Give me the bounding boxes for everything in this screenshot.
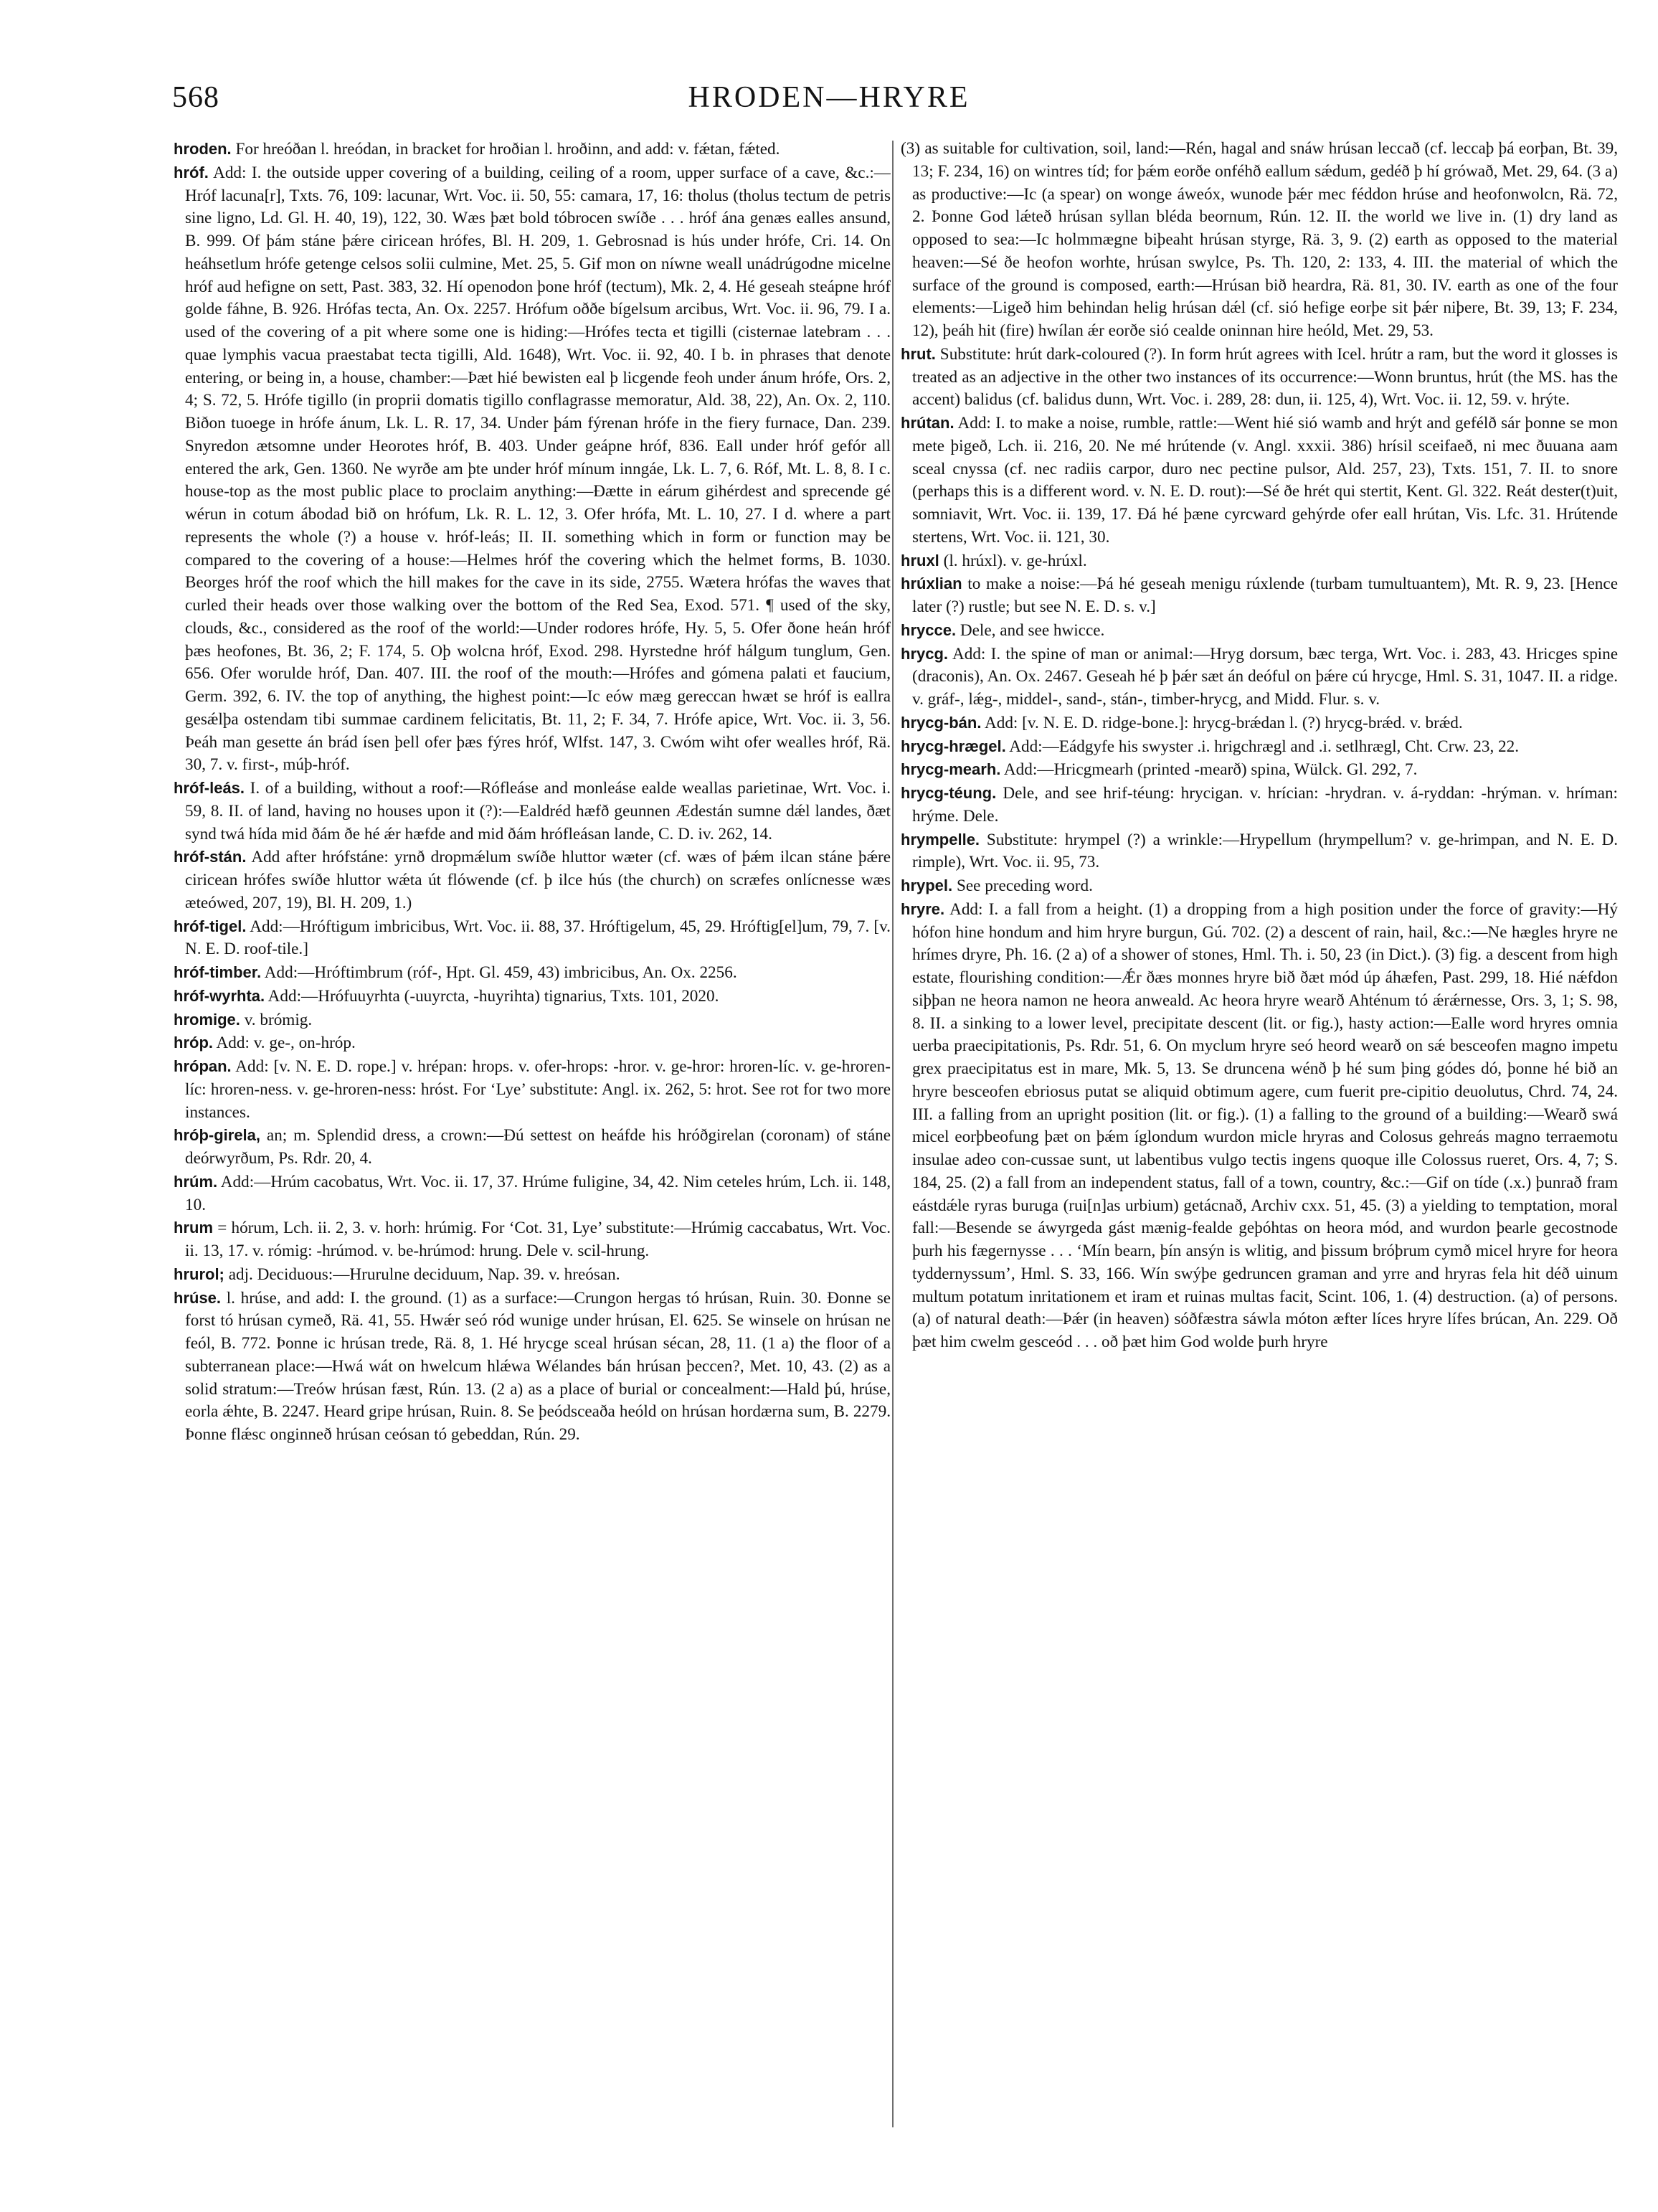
entry [901,828,1618,875]
entry-text: (l. hrúxl). v. ge-hrúxl. [943,551,1087,570]
entry-text: Add: v. ge-, on-hróp. [216,1034,356,1053]
entry [901,874,1618,898]
entry-continuation [901,138,1618,343]
headword: hróþ-girela, [174,1126,261,1145]
entry [901,643,1618,712]
entry-text: For hreóðan l. hreódan, in bracket for hroðian l. hroðinn, and add: v. fǽtan, fǽted. [235,140,780,159]
headword: hrum [174,1219,213,1237]
right-column [901,138,1618,2146]
entry-text: Add:—Hrófuuyrhta (-uuyrcta, -huyrihta) tignarius, Txts. 101, 2020. [267,986,719,1006]
headword: hrópan. [174,1057,232,1075]
entry [901,412,1618,549]
entry [901,343,1618,412]
entry-text: to make a noise:—Þá hé geseah menigu rúxlende (turbam tumultuantem), Mt. R. 9, 23. [Hence later (?) rustle; but see N. E. D. s. v.] [912,575,1618,616]
headword: hróf-timber. [174,963,262,981]
entry-text: Add:—Eádgyfe his swyster .i. hrigchrægl and .i. setlhrægl, Cht. Crw. 23, 22. [1009,737,1520,756]
entry [901,549,1618,573]
headword: hrurol; [174,1265,224,1283]
entry-text: I. of a building, without a roof:—Rófleáse and monleáse ealde weallas parietinae, Wrt. Voc. i. 59, 8. II. of land, having no houses upon it (?):—Ealdréd hæfð geunnen Ædestán sumne dǽl landes, ðæt synd twá hída mid ðám ðe hé ǽr hæfde and mid ðám hrófleásan lande, C. D. iv. 262, 14. [185,779,891,843]
entry-text: Add:—Hricgmearh (printed -mearð) spina, Wülck. Gl. 292, 7. [1003,760,1418,780]
entry [174,1263,891,1287]
entry-text: adj. Deciduous:—Hrurulne deciduum, Nap. 39. v. hreósan. [228,1265,620,1284]
entry [174,1055,891,1124]
headword: hróp. [174,1034,213,1052]
headword: hryre. [901,899,945,918]
entry [174,777,891,846]
entry [901,758,1618,782]
headword: hromige. [174,1010,240,1029]
entry [174,138,891,161]
entry [174,1287,891,1447]
entry-text: Add: I. a fall from a height. (1) a dropping from a high position under the force of gravity:—Hý hófon hine hondum and him hryre burgun, Gú. 702. (2) a descent of rain, hail, &c.:—Ne hægles hryre ne hrímes dryre, Ph. 16. (2 a) of a shower of stones, Hml. Th. i. 50, 23 (in Dict.). (3) fig. a descent from high estate, flourishing condition:—Ǽr ðæs monnes hryre bið ðæt mód úp áhæfen, Past. 299, 18. Hié nǽfdon siþþan ne heora namon ne heora anweald. Ac heora hryre wearð Ahténum tó ǽrǽrnesse, Ors. 3, 1; S. 98, 8. II. a sinking to a lower level, precipitate descent (lit. or fig.), hasty action:—Ealle word hryres omnia uerba praecipitationis, Ps. Rdr. 51, 6. On myclum hryre seó heord wearð on sǽ besceofen magno impetu grex praecipitatus est in mare, Mk. 5, 13. Se druncena wénð þ hé sum þing gódes dó, þonne hé bið an hryre besceofen ebriosus putat se aliquid obtimum agere, cum fuerit pre-cipitio deuolutus, Chrd. 74, 24. III. a falling from an upright position (lit. or fig.). (1) a falling to the ground of a building:—Wearð swá micel eorþbeofung þæt on þǽm íglondum wurdon micle hryras and Colosus gehreás magno terraemotu insulae adeo con-cussae sunt, ut labentibus vulgo tectis ingens quoque ille Colossus rueret, Ors. 4, 7; S. 184, 25. (2) a fall from an independent status, fall of a town, country, &c.:—Gif on tíde (.x.) þunrað fram eástdǽle ryras buruga (rui[n]as urbium) getácnað, Archiv cxx. 51, 45. (3) a yielding to temptation, moral fall:—Besende se áwyrgeda gást mænig-fealde geþóhtas on heora mód, and wurdon þearle gecostnode þurh his fægernysse . . . ‘Mín bearn, þín ansýn is wlitig, and þissum bróþrum cymð micel hryre for heora tyddernyssum’, Hml. S. 33, 166. Wín swýþe gedruncen graman and yrre and hryras fela hit déð uinum multum potatum inritationem et iram et ruinas multas facit, Scint. 106, 1. (4) destruction. (a) of persons. (a) of natural death:—Þǽr (in heaven) sóðfæstra sáwla móton æfter líces hryre lífes brúcan, An. 229. Oð þæt him cwelm gesceód . . . oð þæt him God wolde þurh hryre [912,899,1618,1351]
entry-text: Add: [v. N. E. D. rope.] v. hrépan: hrops. v. ofer-hrops: -hror. v. ge-hror: hroren-líc. v. ge-hroren-líc: hroren-ness. v. ge-hroren-ness: hróst. For ‘Lye’ substitute: Angl. ix. 262, 5: hrot. See rot for two more instances. [185,1057,891,1122]
entry-text: Add after hrófstáne: yrnð dropmǽlum swíðe hluttor wæter (cf. wæs of þǽm ilcan stáne þǽre ciricean hrófes swíðe hluttor wǽta út flówende (cf. þ ilce hús (the church) on scræfes onlícnesse wæs æteówed, 207, 19), Bl. H. 209, 1.) [185,848,891,912]
page-number: 568 [172,81,219,114]
entry-text: Add: [v. N. E. D. ridge-bone.]: hrycg-brǽdan l. (?) hrycg-brǽd. v. brǽd. [985,713,1463,732]
entry [174,1031,891,1055]
headword: hróf-wyrhta. [174,986,265,1005]
entry-text: Add: I. to make a noise, rumble, rattle:—Went hié sió wamb and hrýt and gefélð sár þonne se mon mete þigeð, Lch. ii. 216, 20. Ne mé hrútende (v. Angl. xxxii. 386) hrísil sceifaeð, ni mec ðuuana aam sceal cnyssa (cf. nec radiis carpor, duro nec pectine pulsor, Ald. 257, 23), Txts. 151, 7. II. to snore (perhaps this is a different word. v. N. E. D. rout):—Sé ðe hrét qui stertit, Kent. Gl. 322. Reát dester(t)uit, somniavit, Wrt. Voc. ii. 139, 17. Ðá hé þæne cyrcward gehýrde ofer eall hrútan, Vis. Lfc. 31. Hrútende stertens, Wrt. Voc. ii. 121, 30. [912,414,1618,547]
headword: hrycg-hrægel. [901,737,1006,755]
entry [174,961,891,985]
headword: hrypel. [901,876,953,894]
entry-text: Add:—Hróftigum imbricibus, Wrt. Voc. ii. 88, 37. Hróftigelum, 45, 29. Hróftig[el]um, 79, 7. [v. N. E. D. roof-tile.] [185,917,891,959]
entry-text: an; m. Splendid dress, a crown:—Ðú settest on heáfde his hróðgirelan (coronam) of stáne deórwyrðum, Ps. Rdr. 20, 4. [185,1126,891,1168]
entry [901,898,1618,1354]
headword: hróf-tigel. [174,917,247,935]
entry [174,846,891,914]
entry-text: Add:—Hrúm cacobatus, Wrt. Voc. ii. 17, 37. Hrúme fuligine, 34, 42. Nim ceteles hrúm, Lch. ii. 148, 10. [185,1172,891,1214]
headword: hrycg-téung. [901,784,997,802]
entry-text: Dele, and see hwicce. [960,620,1105,640]
entry-text: l. hrúse, and add: I. the ground. (1) as a surface:—Crungon hergas tó hrúsan, Ruin. 30. Ðonne se forst tó hrúsan cymeð, Rä. 41, 55. Hwǽr seó ród wunige under hrúsan, El. 625. Se winsele on hrúsan ne feól, B. 772. Þonne ic hrúsan trede, Rä. 8, 1. Hé hrycge sceal hrúsan sécan, 28, 11. (1 a) the floor of a subterranean place:—Hwá wát on hwelcum hlǽwa Wélandes bán hrúsan þeccen?, Met. 10, 43. (2) as a solid stratum:—Treów hrúsan fæst, Rún. 13. (2 a) as a place of burial or concealment:—Hald þú, hrúse, eorla ǽhte, B. 2247. Heard gripe hrúsan, Ruin. 8. Se þeódsceaða heóld on hrúsan hordærna sum, B. 2279. Þonne flǽsc onginneð hrúsan ceósan tó gebeddan, Rún. 29. [185,1288,891,1444]
entry-text: See preceding word. [956,876,1093,895]
headword: hrycg-mearh. [901,760,1001,779]
headword: hróf-leás. [174,779,245,797]
entry-text: Dele, and see hrif-téung: hrycigan. v. hrícian: -hrydran. v. á-ryddan: -hrýman. v. hríman: hrýme. Dele. [912,784,1618,826]
entry [901,572,1618,619]
entry [901,619,1618,643]
headword: hróf. [174,163,209,181]
entry [174,1216,891,1263]
headword: hrúse. [174,1288,222,1307]
headword: hrúxlian [901,575,962,593]
headword: hruxl [901,551,939,569]
entry [174,915,891,962]
entry-text: Add:—Hróftimbrum (róf-, Hpt. Gl. 459, 43) imbricibus, An. Ox. 2256. [264,963,737,982]
entry-text: (3) as suitable for cultivation, soil, land:—Rén, hagal and snáw hrúsan leccað (cf. leccaþ þá eorþan, Bt. 39, 13; F. 234, 16) on wintres tíd; for þǽm eorðe onféhð eallum sǽdum, gedéð þ hí grówað, Met. 29, 64. (3 a) as productive:—Ic (a spear) on wonge áweóx, wunode þǽr mec féddon hrúse and heofonwolcn, Rä. 72, 2. Þonne God lǽteð hrúsan syllan bléda beornum, Rún. 12. II. the world we live in. (1) dry land as opposed to sea:—Ic holmmægne biþeaht hrúsan styrge, Rä. 3, 9. (2) earth as opposed to the material heaven:—Sé ðe heofon worhte, hrúsan swylce, Ps. Th. 120, 2: 133, 4. III. the material of which the surface of the ground is composed, earth:—Hrúsan bið heardra, Rä. 81, 30. IV. earth as one of the four elements:—Ligeð him behindan helig hrúsan dǽl (cf. sió hefige eorþe sit þǽr niþere, Bt. 39, 13; F. 234, 12), þeáh hit (fire) hwílan ǽr eorðe sió cealde oninnan hire heóld, Met. 29, 53. [901,139,1618,340]
running-head: HRODEN—HRYRE [688,81,970,114]
entry [901,735,1618,759]
entry [174,1171,891,1217]
headword: hrympelle. [901,830,980,849]
entry [174,1008,891,1032]
headword: hrútan. [901,414,954,432]
column-divider [892,141,894,2127]
entry-text: Add: I. the outside upper covering of a building, ceiling of a room, upper surface of a cave, &c.:—Hróf lacuna[r], Txts. 76, 109: lacunar, Wrt. Voc. ii. 50, 55: camara, 17, 16: tholus (tholus tectum de petris sine ligno, Ld. Gl. H. 40, 19), 122, 30. Wæs þæt bold tóbrocen swíðe . . . hróf ána genæs ealles ansund, B. 999. Of þám stáne þǽre ciricean hrófes, Bl. H. 209, 1. Gebrosnad is hús under hrófe, Cri. 14. On heáhsetlum hrófe getenge celsos solii culmine, Met. 25, 5. Gif mon on níwne weall unádrúgodne micelne hróf aud hefigne on sett, Past. 383, 32. Hí openodon þone hróf (tectum), Mk. 2, 4. Hé geseah steápne hróf golde fáhne, B. 926. Hrófas tecta, An. Ox. 2257. Hrófum oððe bígelsum arcibus, Wrt. Voc. ii. 96, 79. I a. used of the covering of a pit where some one is hiding:—Hrófes tecta et tigilli (cisternae latebram . . . quae lymphis vacua praestabat tecta tigilli, Ald. 1648), Wrt. Voc. ii. 92, 40. I b. in phrases that denote entering, or being in, a house, chamber:—Þæt hié bewisten eal þ licgende feoh under ánum hrófe, Ors. 2, 4; S. 72, 5. Hrófe tigillo (in proprii domatis tigillo conflagrasse memoratur, Ald. 38, 22), An. Ox. 2, 110. Biðon tuoege in hrófe ánum, Lk. L. R. 17, 34. Under þám fýrenan hrófe in the fiery furnace, Dan. 239. Snyredon ætsomne under Heorotes hróf, B. 403. Under geápne hróf, 836. Eall under hróf gefór all entered the ark, Gen. 1360. Ne wyrðe am þte under hróf mínum inngáe, Lk. L. 7, 6. Róf, Mt. L. 8, 8. I c. house-top as the most public place to proclaim anything:—Ðætte in eárum gihérdest and sprecende gé wérun in cotum ábodad bið on hrófum, Lk. R. L. 12, 3. Ofer hrófa, Mt. L. 10, 27. I d. where a part represents the whole (?) a house v. hróf-leás; II. II. something which in form or function may be compared to the covering of a house:—Helmes hróf the covering which the helmet forms, B. 1030. Beorges hróf the roof which the hill makes for the cave in its side, 2755. Wætera hrófas the waves that curled their heads over those walking over the bottom of the Red Sea, Exod. 571. ¶ used of the sky, clouds, &c., considered as the roof of the world:—Under rodores hrófe, Hy. 5, 5. Ofer ðone heán hróf þæs heofones, Bt. 36, 2; F. 174, 5. Oþ wolcna hróf, Exod. 298. Hyrstedne hróf hálgum tunglum, Gen. 656. Ofer woruldе hróf, Dan. 407. III. the roof of the mouth:—Hrófes and gómena palati et faucium, Germ. 392, 6. IV. the top of anything, the highest point:—Ic eów mæg gereccan hwæt se hróf is eallra gesǽlþa ostendam tibi summae cardinem felicitatis, Bt. 11, 2; F. 34, 7. Hrófe apice, Wrt. Voc. ii. 3, 56. Þeáh man gesette án brád ísen þell ofer þæs fýres hróf, Wlfst. 147, 3. Cwóm wiht ofer wealles hróf, Rä. 30, 7. v. first-, múþ-hróf. [185,163,891,775]
entry [174,985,891,1008]
headword: hrut. [901,344,936,363]
headword: hrycg-bán. [901,713,982,732]
entry-text: = hórum, Lch. ii. 2, 3. v. horh: hrúmig. For ‘Cot. 31, Lye’ substitute:—Hrúmig caccabatus, Wrt. Voc. ii. 13, 17. v. rómig: -hrúmod. v. be-hrúmod: hrung. Dele v. scil-hrung. [185,1219,891,1260]
left-column [174,138,891,2146]
entry [174,1124,891,1171]
headword: hrycce. [901,620,957,639]
headword: hrycg. [901,644,949,663]
entry [901,782,1618,828]
headword: hróf-stán. [174,848,247,866]
entry-text: v. brómig. [244,1010,313,1029]
entry [174,161,891,777]
entry-text: Add: I. the spine of man or animal:—Hryg dorsum, bæc terga, Wrt. Voc. i. 283, 43. Hricges spine (draconis), An. Ox. 2467. Geseah hé þ þǽr sæt án deóful on þǽre cú hrycge, Hml. S. 31, 1047. II. a ridge. v. gráf-, lǽg-, middel-, sand-, stán-, timber-hrycg, and Midd. Flur. s. v. [912,644,1618,709]
entry-text: Substitute: hrút dark-coloured (?). In form hrút agrees with Icel. hrútr a ram, but the word it glosses is treated as an adjective in the other two instances of its occurrence:—Wonn bruntus, hrút (the MS. has the accent) balidus (cf. balidus dunn, Wrt. Voc. i. 289, 28: dun, ii. 125, 4), Wrt. Voc. ii. 12, 59. v. hrýte. [912,344,1618,410]
headword: hrúm. [174,1172,218,1191]
entry [901,712,1618,735]
headword: hroden. [174,140,232,158]
entry-text: Substitute: hrympel (?) a wrinkle:—Hrypellum (hrympellum? v. ge-hrimpan, and N. E. D. rimple), Wrt. Voc. ii. 95, 73. [912,830,1618,872]
